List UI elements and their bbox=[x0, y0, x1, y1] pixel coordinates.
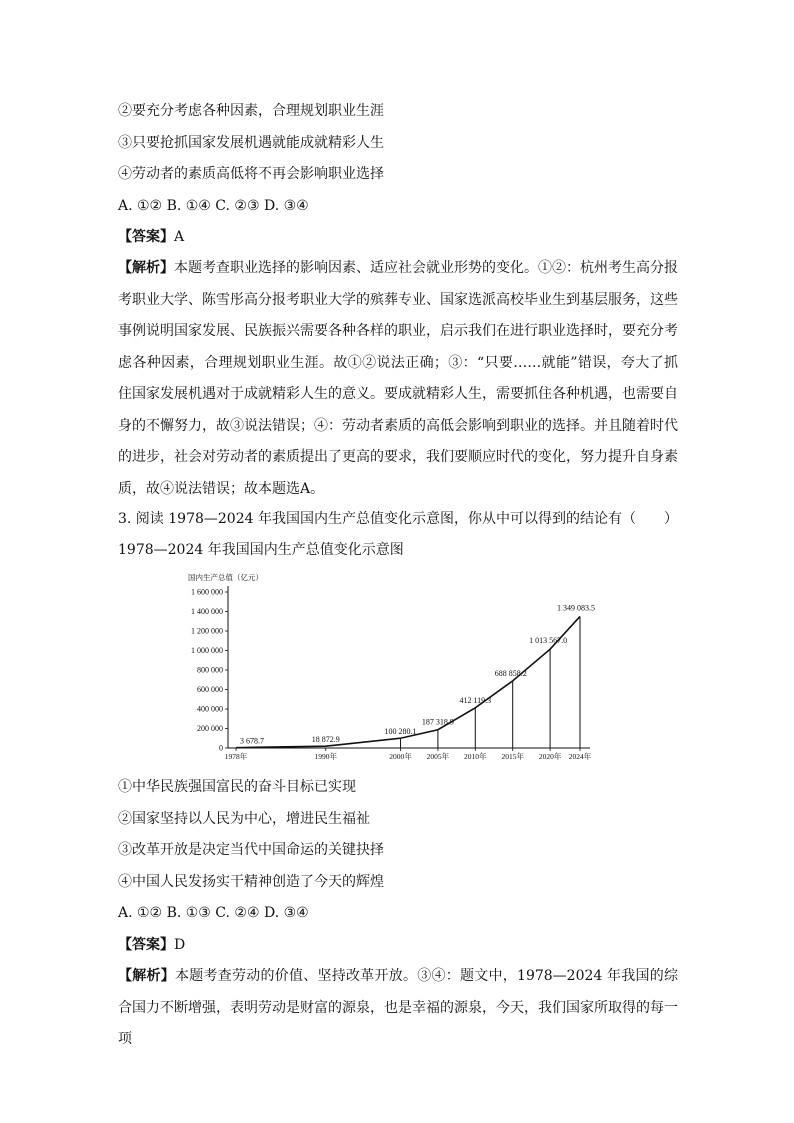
q3-option-2: ②国家坚持以人民为中心，增进民生福祉 bbox=[118, 811, 370, 827]
value-label: 100 280.1 bbox=[384, 727, 417, 737]
q2-choices: A. ①② B. ①④ C. ②③ D. ③④ bbox=[118, 198, 309, 214]
y-tick-label: 1 000 000 bbox=[191, 646, 223, 655]
q2-option-4: ④劳动者的素质高低将不再会影响职业选择 bbox=[118, 166, 384, 182]
x-tick-label: 2010年 bbox=[464, 752, 487, 761]
y-tick-label: 0 bbox=[219, 743, 223, 753]
q3-choices: A. ①② B. ①③ C. ②④ D. ③④ bbox=[118, 905, 309, 921]
y-tick-label: 1 200 000 bbox=[191, 626, 223, 636]
q2-option-3: ③只要抢抓国家发展机遇就能成就精彩人生 bbox=[118, 135, 384, 151]
y-tick-label: 1 600 000 bbox=[191, 587, 223, 597]
answer-value: A bbox=[174, 229, 185, 245]
x-tick-label: 1978年 bbox=[224, 752, 248, 761]
q3-analysis bbox=[118, 961, 678, 1056]
x-tick-label: 2024年 bbox=[568, 752, 592, 761]
y-axis-title: 国内生产总值（亿元） bbox=[188, 573, 263, 582]
analysis-tag: 【解析】 bbox=[118, 260, 174, 276]
q2-analysis bbox=[118, 253, 678, 505]
x-tick-label: 2020年 bbox=[538, 752, 562, 761]
y-tick-label: 1 400 000 bbox=[191, 607, 223, 616]
value-label: 688 858.2 bbox=[494, 668, 527, 678]
x-tick-label: 1990年 bbox=[314, 752, 337, 761]
analysis-text: 本题考查劳动的价值、坚持改革开放。③④：题文中，1978—2024 年我国的综合国力不断增强，表明劳动是财富的源泉，也是幸福的源泉，今天，我们国家所取得的每一项 bbox=[118, 968, 678, 1047]
answer-value: D bbox=[174, 937, 186, 953]
x-tick-label: 2005年 bbox=[426, 752, 450, 761]
y-tick-label: 800 000 bbox=[197, 665, 223, 675]
value-label: 1 013 567.0 bbox=[529, 636, 568, 646]
gdp-chart bbox=[180, 570, 620, 765]
analysis-text: 本题考查职业选择的影响因素、适应社会就业形势的变化。①②：杭州考生高分报考职业大学、陈雪彤高分报考职业大学的殡葬专业、国家选派高校毕业生到基层服务，这些事例说明国家发展、民族振兴需要各种各样的职业，启示我们在进行职业选择时，要充分考虑各种因素，合理规划职业生涯。故①②说法正确；③：“只要……就能”错误，夸大了抓住国家发展机遇对于成就精彩人生的意义。要成就精彩人生，需要抓住各种机遇，也需要自身的不懈努力，故③说法错误；④：劳动者素质的高低会影响到职业的选择。并且随着时代的进步，社会对劳动者的素质提出了更高的要求，我们要顺应时代的变化，努力提升自身素质，故④说法错误；故本题选A。 bbox=[118, 260, 678, 497]
q3-option-1: ①中华民族强国富民的奋斗目标已实现 bbox=[118, 779, 356, 795]
y-tick-labels bbox=[191, 588, 223, 753]
q3-stem: 3. 阅读 1978—2024 年我国国内生产总值变化示意图，你从中可以得到的结论有（ ） bbox=[118, 511, 678, 527]
y-tick-label: 400 000 bbox=[197, 704, 223, 714]
x-tick-label: 2000年 bbox=[389, 752, 412, 761]
x-tick-label: 2015年 bbox=[501, 752, 524, 761]
q3-option-3: ③改革开放是决定当代中国命运的关键抉择 bbox=[118, 842, 384, 858]
value-label: 1 349 083.5 bbox=[557, 603, 595, 613]
value-label: 187 318.9 bbox=[421, 717, 454, 727]
y-tick-label: 200 000 bbox=[197, 724, 223, 733]
value-labels bbox=[240, 603, 595, 745]
answer-tag: 【答案】 bbox=[118, 937, 174, 953]
x-tick-labels bbox=[225, 751, 592, 761]
q3-option-4: ④中国人民发扬实干精神创造了今天的辉煌 bbox=[118, 874, 384, 890]
value-label: 3 678.7 bbox=[240, 736, 264, 746]
figure-title: 1978—2024 年我国国内生产总值变化示意图 bbox=[118, 542, 404, 558]
q2-option-2: ②要充分考虑各种因素，合理规划职业生涯 bbox=[118, 103, 384, 119]
q2-answer bbox=[118, 227, 184, 247]
value-label: 412 119.3 bbox=[459, 695, 492, 705]
value-label: 18 872.9 bbox=[311, 735, 340, 745]
analysis-tag: 【解析】 bbox=[118, 968, 176, 984]
answer-tag: 【答案】 bbox=[118, 229, 174, 245]
y-tick-label: 600 000 bbox=[197, 685, 223, 694]
q3-answer bbox=[118, 935, 185, 955]
